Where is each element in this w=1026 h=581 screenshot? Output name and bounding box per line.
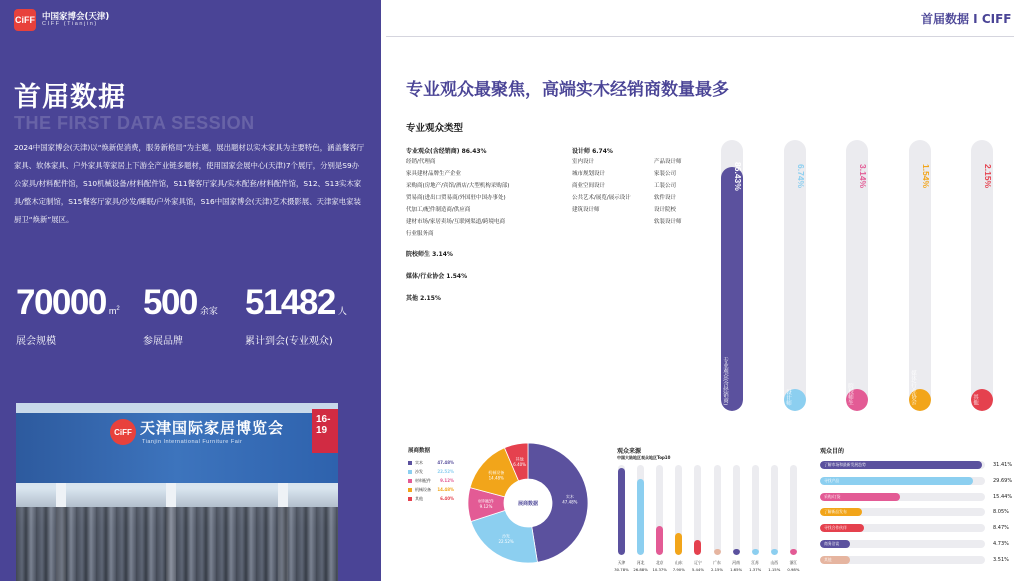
- source-bar: [675, 465, 682, 555]
- list-item: 贸易商(进出口贸易商/外国驻中国办事处): [406, 195, 506, 201]
- source-bar: [790, 465, 797, 555]
- source-bar-value: 30.78%: [614, 567, 629, 572]
- audience-type-bar-label: 其他: [972, 394, 978, 405]
- legend-label: 沙发: [415, 468, 423, 474]
- source-chart-title: 观众来源: [617, 448, 642, 455]
- list-item: 产品设计师: [654, 159, 682, 165]
- purpose-bar: [820, 540, 985, 548]
- donut-slice-value: 14.48%: [488, 475, 504, 481]
- legend-value: 14.48%: [437, 487, 454, 492]
- legend-item: [408, 458, 454, 467]
- source-bar-label: 辽宁: [694, 560, 702, 565]
- header-title: 首届数据 I CIFF: [921, 12, 1012, 26]
- stat-label: 累计到会(专业观众): [245, 336, 333, 347]
- audience-type-bar-label: 专业观众(含经销商): [722, 356, 728, 405]
- exhibitor-legend: [408, 458, 454, 503]
- list-item: 家装公司: [654, 171, 677, 177]
- legend-swatch: [408, 461, 412, 465]
- source-bar-value: 2.15%: [710, 567, 724, 572]
- list-item: 代加工/配件制造商/供应商: [406, 207, 471, 213]
- audience-type-bar: [784, 140, 806, 411]
- purpose-bar-value: 31.41%: [993, 462, 1013, 468]
- legend-swatch: [408, 470, 412, 474]
- source-bar-fill: [752, 549, 759, 555]
- source-bar-value: 1.37%: [749, 567, 762, 572]
- audience-type-bar-value: 3.14%: [858, 163, 868, 189]
- source-bar-fill: [714, 549, 721, 555]
- source-bar-fill: [771, 549, 778, 555]
- logo-name-en: CIFF (Tianjin): [42, 20, 98, 27]
- stat-value: 70000: [16, 283, 106, 322]
- purpose-bar-label: 了解新品发布: [824, 509, 847, 515]
- source-bar-value: 7.90%: [672, 567, 685, 572]
- purpose-bar-fill: [820, 524, 864, 532]
- source-bar-label: 浙江: [789, 560, 798, 565]
- list-item: 建材市场/家居卖场/互联网渠道/跨境电商: [406, 219, 506, 225]
- audience-type-bar-value: 2.15%: [983, 163, 993, 189]
- source-bar-fill: [656, 526, 663, 555]
- source-bar: [752, 465, 759, 555]
- list-item: 行业服务商: [406, 231, 434, 237]
- donut-slice-label: 沙发: [502, 533, 511, 539]
- stat-value: 51482: [245, 283, 335, 322]
- list-item: 家具建材品牌生产企业: [406, 171, 462, 177]
- dealers-list: [406, 156, 509, 240]
- stat-value: 500: [143, 283, 197, 322]
- purpose-bar: [820, 524, 985, 532]
- list-item: 室内设计: [572, 159, 595, 165]
- list-item: 建筑设计师: [572, 207, 600, 213]
- donut-center-label: 展商数据: [517, 501, 539, 507]
- source-bar: [733, 465, 740, 555]
- purpose-chart-title: 观众目的: [820, 448, 845, 455]
- audience-type-bar-value: 6.74%: [796, 163, 806, 189]
- purpose-bar-value: 8.47%: [993, 525, 1009, 532]
- purpose-bar-value: 29.69%: [993, 477, 1013, 484]
- source-bar-value: 0.98%: [787, 567, 800, 572]
- purpose-bar-label: 寻找产品: [824, 477, 840, 483]
- legend-swatch: [408, 488, 412, 492]
- purpose-bar: [820, 461, 985, 469]
- list-item: 工装公司: [654, 183, 677, 189]
- donut-slice-value: 6.40%: [513, 461, 526, 467]
- source-bar: [771, 465, 778, 555]
- exhibitor-donut-chart: [465, 440, 591, 566]
- audience-type-bar-label: 设计师: [785, 388, 791, 405]
- legend-value: 47.48%: [437, 460, 454, 465]
- donut-slice-value: 22.52%: [498, 538, 514, 544]
- source-bar-label: 河北: [636, 560, 645, 565]
- purpose-bar-label: 采购/订货: [824, 493, 841, 499]
- donut-slice-value: 47.48%: [562, 499, 578, 505]
- stat-label: 参展品牌: [143, 336, 183, 347]
- source-bar: [637, 465, 644, 555]
- source-bar-value: 5.44%: [691, 567, 704, 572]
- legend-swatch: [408, 497, 412, 501]
- exhibitor-chart-title: 展商数据: [408, 448, 431, 454]
- stat-brands: [143, 283, 218, 347]
- legend-item: [408, 467, 454, 476]
- purpose-bar-fill: [820, 477, 973, 485]
- legend-value: 6.40%: [440, 496, 454, 501]
- list-item: 软装设计师: [654, 219, 682, 225]
- ciff-logo: [14, 9, 109, 31]
- photo-ciff-logo: CiFF: [110, 419, 136, 445]
- stat-area: [16, 283, 120, 347]
- list-item: 商业空间设计: [572, 183, 606, 189]
- page-title: 首届数据: [14, 82, 126, 113]
- dealers-heading: 专业观众(含经销商) 86.43%: [406, 148, 487, 155]
- donut-slice-label: 材料配件: [478, 498, 495, 504]
- source-bar: [694, 465, 701, 555]
- purpose-bar-fill: [820, 493, 900, 501]
- audience-type-bar-label: 媒体/行业协会: [910, 370, 916, 405]
- legend-item: [408, 494, 454, 503]
- purpose-bar-fill: [820, 556, 850, 564]
- source-bar: [656, 465, 663, 555]
- source-bar-value: 10.37%: [652, 567, 667, 572]
- list-item: 公共艺术/展览/展示设计: [572, 195, 631, 201]
- source-bar-value: 1.15%: [768, 567, 781, 572]
- purpose-bar-value: 3.51%: [993, 556, 1009, 563]
- legend-label: 其他: [415, 495, 423, 501]
- source-bar-label: 天津: [617, 560, 626, 565]
- audience-type-bar: [909, 140, 931, 411]
- left-panel: [0, 0, 381, 581]
- source-bar-label: 山西: [770, 560, 779, 565]
- audience-type-bar-label: 院校师生: [847, 383, 853, 405]
- venue-sign-en: Tianjin International Furniture Fair: [142, 439, 243, 445]
- list-item: 经销/代理商: [406, 159, 436, 165]
- audience-type-bar: [721, 140, 743, 411]
- audience-type-bar-value: 1.54%: [921, 163, 931, 189]
- source-bar-fill: [675, 533, 682, 555]
- source-bar-label: 河南: [732, 560, 740, 565]
- date-banner-text: 16-19: [316, 414, 331, 436]
- legend-item: [408, 476, 454, 485]
- source-bar-label: 江苏: [751, 560, 759, 565]
- list-item: 软件设计: [654, 195, 677, 201]
- purpose-bar-value: 4.73%: [993, 541, 1009, 547]
- venue-sign: 天津国际家居博览会: [140, 419, 285, 437]
- stat-unit: 余家: [199, 306, 218, 316]
- legend-swatch: [408, 479, 412, 483]
- purpose-bar: [820, 477, 985, 485]
- crowd: [16, 507, 338, 581]
- source-bar-value: 1.65%: [730, 567, 743, 572]
- purpose-bar: [820, 508, 985, 516]
- list-item: 采购商(房地产/宾馆/酒店/大型机构采购部): [406, 183, 510, 189]
- source-bar: [618, 465, 625, 555]
- venue-photo: [16, 403, 338, 581]
- donut-slice-label: 机械设备: [488, 470, 505, 476]
- page-title-en: THE FIRST DATA SESSION: [14, 113, 255, 133]
- legend-label: 实木: [415, 459, 423, 465]
- list-item: 设计院校: [654, 207, 677, 213]
- source-bar-label: 广东: [713, 560, 721, 565]
- legend-value: 9.12%: [440, 478, 454, 483]
- purpose-bar-fill: [820, 461, 982, 469]
- media-heading: 媒体/行业协会 1.54%: [406, 273, 468, 280]
- designers-list-2: [654, 156, 682, 228]
- stat-unit-sup: 2: [116, 306, 120, 312]
- legend-label: 材料配件: [415, 477, 431, 483]
- audience-type-bar-value: 86.43%: [733, 161, 743, 191]
- purpose-bar-label: 其他: [824, 556, 832, 562]
- source-bar-label: 北京: [655, 560, 664, 565]
- source-bar-value: 26.88%: [633, 567, 648, 572]
- legend-label: 机械设备: [415, 486, 431, 492]
- donut-slice-label: 其他: [515, 456, 524, 462]
- audience-types-title: 专业观众类型: [406, 123, 464, 134]
- audience-type-bar: [846, 140, 868, 411]
- other-heading: 其他 2.15%: [406, 295, 441, 302]
- source-bar: [714, 465, 721, 555]
- legend-value: 22.52%: [437, 469, 454, 474]
- purpose-bar-fill: [820, 540, 850, 548]
- source-bar-fill: [733, 549, 740, 555]
- legend-item: [408, 485, 454, 494]
- purpose-bar-value: 8.05%: [993, 509, 1009, 516]
- designers-heading: 设计师 6.74%: [572, 148, 613, 155]
- purpose-bar-label: 商务洽谈: [824, 541, 840, 546]
- purpose-bar-label: 了解市场和最新发展趋势: [824, 462, 866, 467]
- audience-type-bar: [971, 140, 993, 411]
- students-heading: 院校师生 3.14%: [406, 251, 453, 258]
- intro-paragraph: 2024中国家博会(天津)以“焕新促消费，服务新格局”为主题，展出题材以实木家具为主要特色，涵盖餐客厅家具、软体家具、户外家具等家居上下游全产业链多题材，使用国家会展中心(天津)7个展厅，分别是S9办公家具/材料配件馆，S10机械设备/材料配件馆，S11餐客厅家具/实木配套/材料配件馆，S12、S13实木家具/整木定制馆，S15餐客厅家具/沙发/睡眠/户外家具馆，S16中国家博会(天津)艺术摄影展、天津家电家装厨卫“焕新”展区。: [14, 143, 365, 224]
- header-divider: [386, 36, 1014, 37]
- stat-visitors: [245, 283, 347, 347]
- source-chart-subtitle: 中国大陆地区观众地区Top10: [617, 455, 671, 460]
- purpose-bar-fill: [820, 508, 862, 516]
- logo-name-cn: 中国家博会(天津): [42, 11, 110, 22]
- purpose-bar: [820, 556, 985, 564]
- section-headline: 专业观众最聚焦，高端实木经销商数量最多: [406, 80, 729, 100]
- donut-slice-value: 9.12%: [479, 504, 493, 510]
- source-bar-fill: [790, 549, 797, 555]
- source-bar-label: 山东: [675, 560, 683, 565]
- stat-label: 展会规模: [16, 336, 56, 347]
- list-item: 城市规划设计: [572, 171, 606, 177]
- ciff-logo-mark: CiFF: [14, 9, 36, 31]
- stat-unit: 人: [337, 306, 347, 316]
- stat-unit: m: [108, 306, 117, 316]
- designers-list-1: [572, 156, 631, 216]
- purpose-bar-label: 寻找合作伙伴: [824, 525, 847, 531]
- source-bar-fill: [618, 468, 625, 555]
- purpose-bar-value: 15.44%: [993, 493, 1013, 500]
- purpose-bar: [820, 493, 985, 501]
- source-bar-fill: [637, 479, 644, 555]
- source-bar-fill: [694, 540, 701, 555]
- donut-slice-label: 实木: [565, 494, 574, 500]
